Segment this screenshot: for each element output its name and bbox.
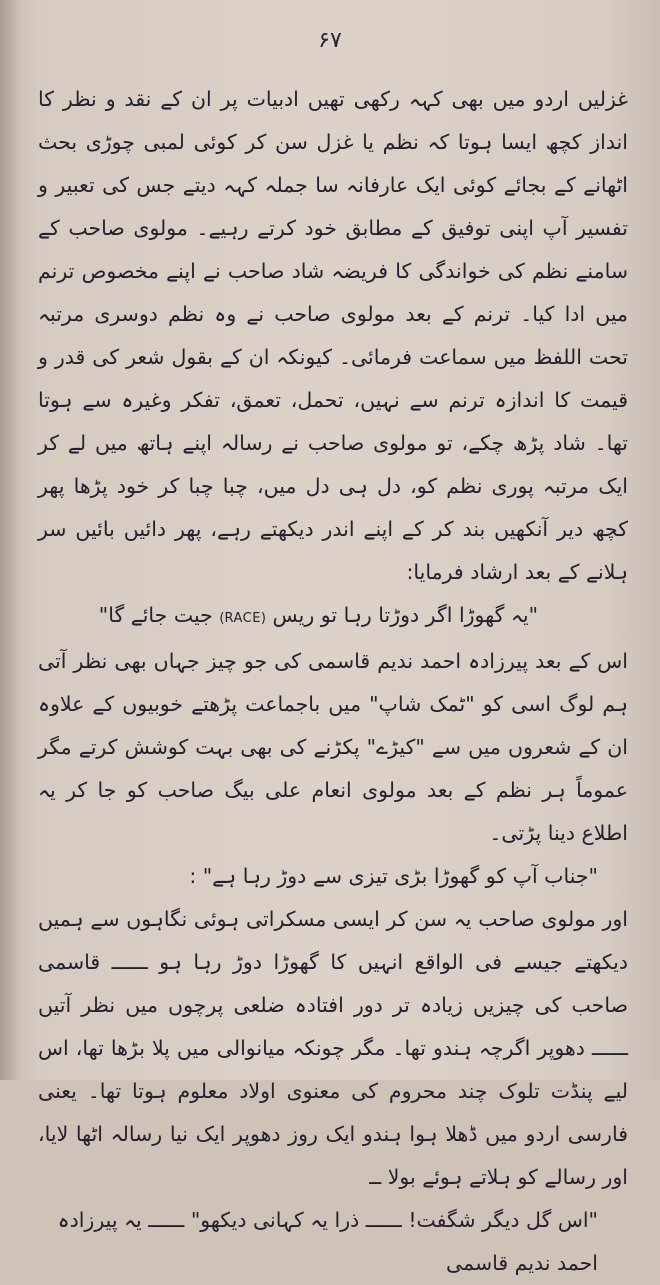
- quote-horse: "جناب آپ کو گھوڑا بڑی تیزی سے دوڑ رہا ہے" :: [189, 864, 598, 888]
- quote-race-after: جیت جائے گا": [98, 603, 220, 627]
- quote-race-before: "یہ گھوڑا اگر دوڑتا رہا تو ریس: [266, 603, 538, 627]
- quote-race: [38, 594, 628, 640]
- paragraph-2: اس کے بعد پیرزادہ احمد ندیم قاسمی کی جو چیز جہاں بھی نظر آتی ہم لوگ اسی کو "ٹمک شاپ" میں باجماعت پڑھتے خوبیوں کے علاوہ ان کے شعروں میں سے "کیڑے" پکڑنے کی بھی بہت کوشش کرتے مگر عموماً ہر نظم کے بعد مولوی انعام علی بیگ صاحب کو جا کر یہ اطلاع دینا پڑتی۔: [38, 649, 628, 845]
- binding-shadow: [0, 0, 22, 1080]
- quote-last: "اس گل دیگر شگفت! ــــــ ذرا یہ کہانی دیکھو" ــــــ یہ پیرزادہ احمد ندیم قاسمی: [57, 1208, 598, 1275]
- paragraph-3: اور مولوی صاحب یہ سن کر ایسی مسکراتی ہوئی نگاہوں سے ہمیں دیکھتے جیسے فی الواقع انہیں کا گھوڑا دوڑ رہا ہو ــــــ قاسمی صاحب کی چیزیں زیادہ تر دور افتادہ ضلعی پرچوں میں نظر آتیں ــــــ دھوپر اگرچہ ہندو تھا۔ مگر چونکہ میانوالی میں پلا بڑھا تھا، اس لیے پنڈت تلوک چند محروم کی معنوی اولاد معلوم ہوتا تھا۔ یعنی فارسی اردو میں ڈھلا ہوا ہندو ایک روز دھوپر ایک نیا رسالہ اٹھا لایا، اور رسالے کو ہلاتے ہوئے بولا ــ: [38, 907, 628, 1189]
- paragraph-1: غزلیں اردو میں بھی کہہ رکھی تھیں ادبیات پر ان کے نقد و نظر کا انداز کچھ ایسا ہوتا کہ نظم یا غزل سن کر کوئی لمبی چوڑی بحث اٹھانے کے بجائے کوئی ایک عارفانہ سا جملہ کہہ دیتے جس کی تعبیر و تفسیر آپ اپنی توفیق کے مطابق خود کرتے رہیے۔ مولوی صاحب کے سامنے نظم کی خواندگی کا فریضہ شاد صاحب نے اپنے مخصوص ترنم میں ادا کیا۔ ترنم کے بعد مولوی صاحب نے وہ نظم دوسری مرتبہ تحت اللفظ میں سماعت فرمائی۔ کیونکہ ان کے بقول شعر کی قدر و قیمت کا اندازہ ترنم سے نہیں، تحمل، تعمق، تفکر وغیرہ سے ہوتا تھا۔ شاد پڑھ چکے، تو مولوی صاحب نے رسالہ اپنے ہاتھ میں لے کر ایک مرتبہ پوری نظم کو، دل ہی دل میں، چبا چبا کر خود پڑھا پھر کچھ دیر آنکھیں بند کر کے اپنے اندر دیکھتے رہے، پھر دائیں بائیں سر ہلانے کے بعد ارشاد فرمایا:: [38, 87, 628, 584]
- quote-race-english: (RACE): [219, 611, 266, 626]
- body-text: [38, 78, 628, 1285]
- page-number: ۶۷: [318, 28, 342, 53]
